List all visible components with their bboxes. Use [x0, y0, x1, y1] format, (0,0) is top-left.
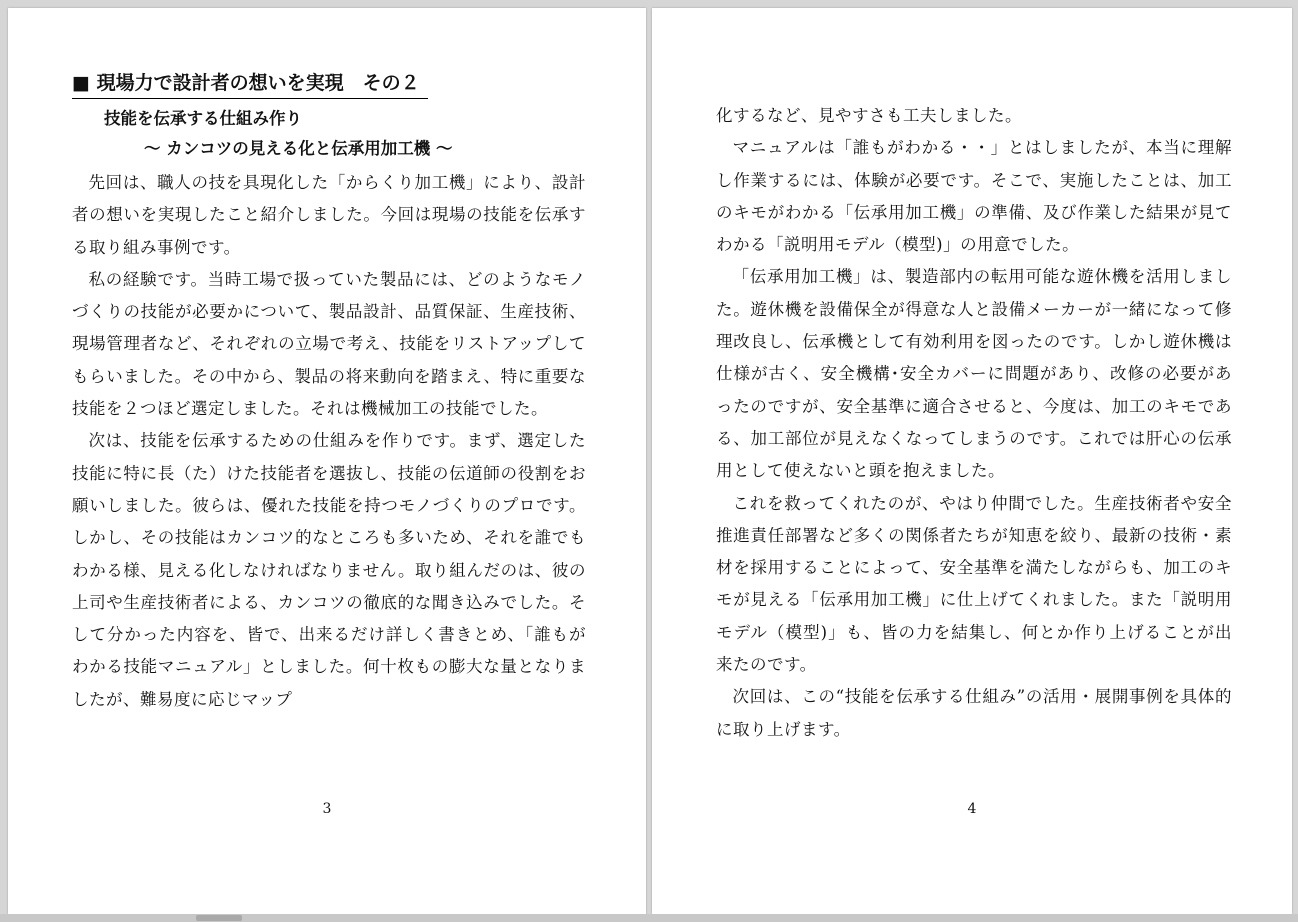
article-subtitle: 技能を伝承する仕組み作り — [104, 109, 302, 128]
document-page-4 — [652, 8, 1292, 914]
article-subheading: ～ カンコツの見える化と伝承用加工機 ～ — [144, 139, 453, 158]
paragraph: 次回は、この“技能を伝承する仕組み”の活用・展開事例を具体的に取り上げます。 — [716, 687, 1232, 739]
page-content — [716, 100, 1232, 746]
page-number: 4 — [967, 801, 977, 817]
document-page-3 — [8, 8, 646, 914]
paragraph: 私の経験です。当時工場で扱っていた製品には、どのようなモノづくりの技能が必要かについて、製品設計、品質保証、生産技術、現場管理者など、それぞれの立場で考え、技能をリストアップしてもらいました。その中から、製品の将来動向を踏まえ、特に重要な技能を２つほど選定しました。それは機械加工の技能でした。 — [72, 269, 586, 419]
paragraph: 次は、技能を伝承するための仕組みを作りです。まず、選定した技能に特に長（た）けた技能者を選抜し、技能の伝道師の役割をお願いしました。彼らは、優れた技能を持つモノづくりのプロです。しかし、その技能はカンコツ的なところも多いため、それを誰でもわかる様、見える化しなければなりません。取り組んだのは、彼の上司や生産技術者による、カンコツの徹底的な聞き込みでした。そして分かった内容を、皆で、出来るだけ詳しく書きとめ、「誰もがわかる技能マニュアル」としました。何十枚もの膨大な量となりましたが、難易度に応じマップ — [72, 431, 587, 709]
paragraph: これを救ってくれたのが、やはり仲間でした。生産技術者や安全推進責任部署など多くの関係者たちが知恵を絞り、最新の技術・素材を採用することによって、安全基準を満たしながらも、加工のキモが見える「伝承用加工機」に仕上げてくれました。また「説明用モデル（模型)」も、皆の力を結集し、何とか作り上げることが出来たのです。 — [716, 493, 1232, 675]
paragraph-continuation: 化するなど、見やすさも工夫しました。 — [716, 106, 1022, 125]
paragraph: 「伝承用加工機」は、製造部内の転用可能な遊休機を活用しました。遊休機を設備保全が得意な人と設備メーカーが一緒になって修理改良し、伝承機として有効利用を図ったのです。しかし遊休機は仕様が古く、安全機構･安全カバーに問題があり、改修の必要があったのですが、安全基準に適合させると、今度は、加工のキモである、加工部位が見えなくなってしまうのです。これでは肝心の伝承用として使えないと頭を抱えました。 — [716, 267, 1232, 481]
horizontal-scrollbar[interactable] — [0, 914, 1298, 922]
paragraph: マニュアルは「誰もがわかる・・」とはしましたが、本当に理解し作業するには、体験が必要です。そこで、実施したことは、加工のキモがわかる「伝承用加工機」の準備、及び作業した結果が見てわかる「説明用モデル（模型)」の用意でした。 — [716, 138, 1232, 255]
article-title: ■ 現場力で設計者の想いを実現 その２ — [72, 68, 428, 99]
scrollbar-thumb[interactable] — [196, 915, 242, 921]
page-number: 3 — [322, 801, 332, 817]
page-content — [72, 68, 586, 716]
paragraph: 先回は、職人の技を具現化した「からくり加工機」により、設計者の想いを実現したこと紹介しました。今回は現場の技能を伝承する取り組み事例です。 — [72, 173, 586, 257]
